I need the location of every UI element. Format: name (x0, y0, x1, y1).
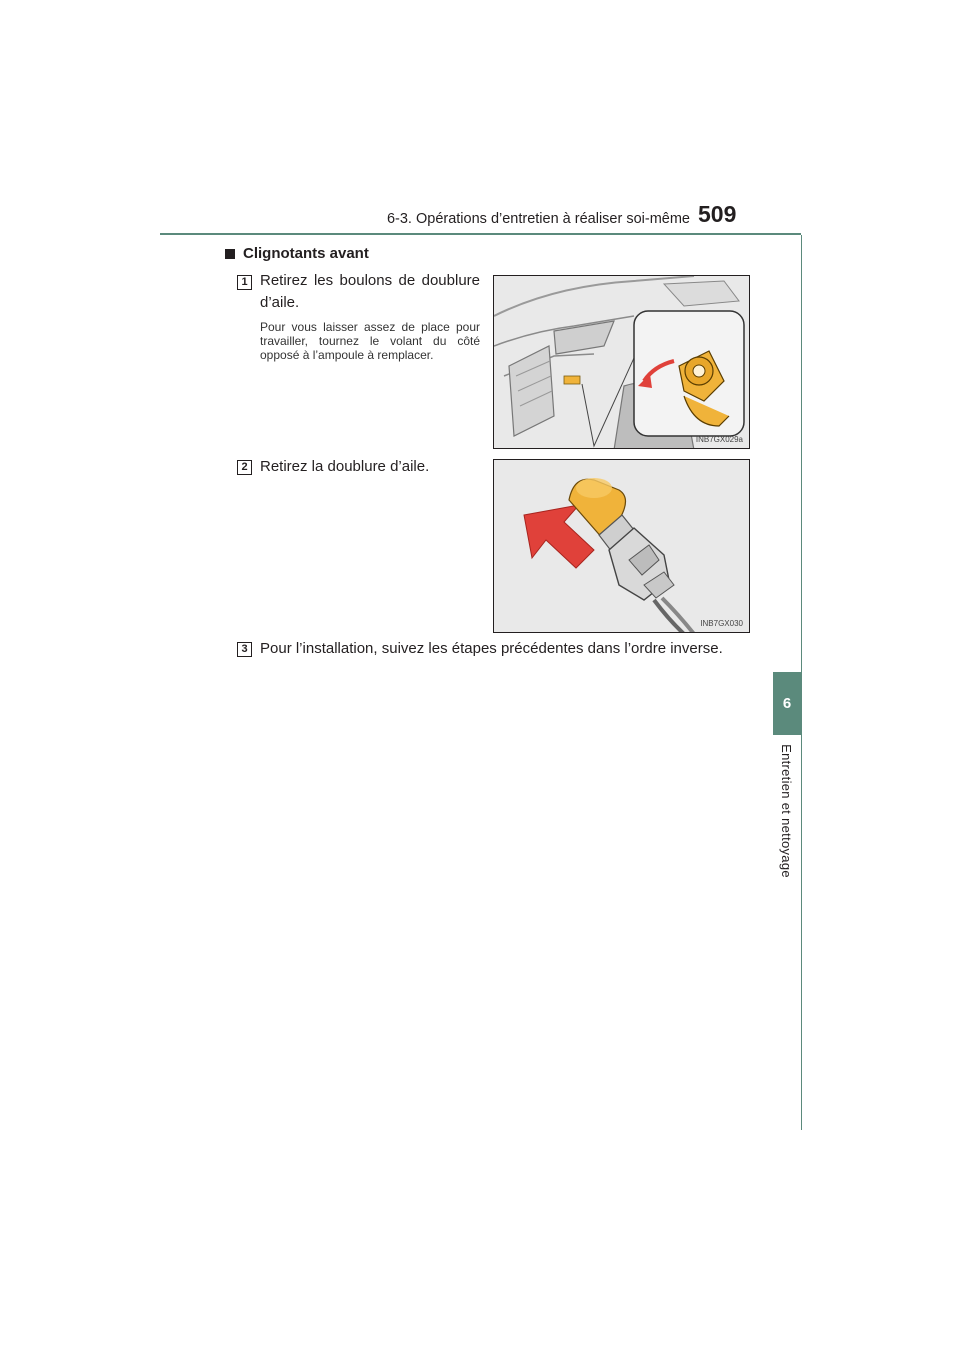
step-text: Retirez la doublure d’aile. (260, 458, 430, 475)
step-number-box: 1 (237, 275, 252, 290)
header-rule (160, 233, 801, 235)
step-note: Pour vous laisser assez de place pour travailler, tournez le volant du côté opposé à l’ampoule à remplacer. (260, 320, 480, 362)
chapter-title: 6-3. Opérations d’entretien à réaliser soi-même (386, 211, 690, 227)
step-number-box: 3 (237, 642, 252, 657)
bulb-socket-illustration (494, 460, 750, 633)
section-heading (225, 243, 625, 265)
illustration-fender-liner-bolts (493, 275, 750, 449)
section-heading-text: Clignotants avant (243, 245, 369, 262)
car-front-illustration (494, 276, 750, 449)
chapter-tab-label: Entretien et nettoyage (779, 744, 794, 878)
figure-code: INB7GX029a (695, 435, 743, 444)
figure-code: INB7GX030 (700, 619, 743, 628)
side-rule (801, 235, 802, 1130)
step-number-box: 2 (237, 460, 252, 475)
chapter-tab: 6 (773, 672, 801, 735)
step-text: Retirez les boulons de doublure d’aile. (260, 272, 480, 311)
page-number: 509 (698, 201, 737, 227)
step-text: Pour l’installation, suivez les étapes précédentes dans l’ordre inverse. (260, 640, 723, 657)
bullet-square-icon (225, 249, 235, 259)
illustration-bulb-removal (493, 459, 750, 633)
